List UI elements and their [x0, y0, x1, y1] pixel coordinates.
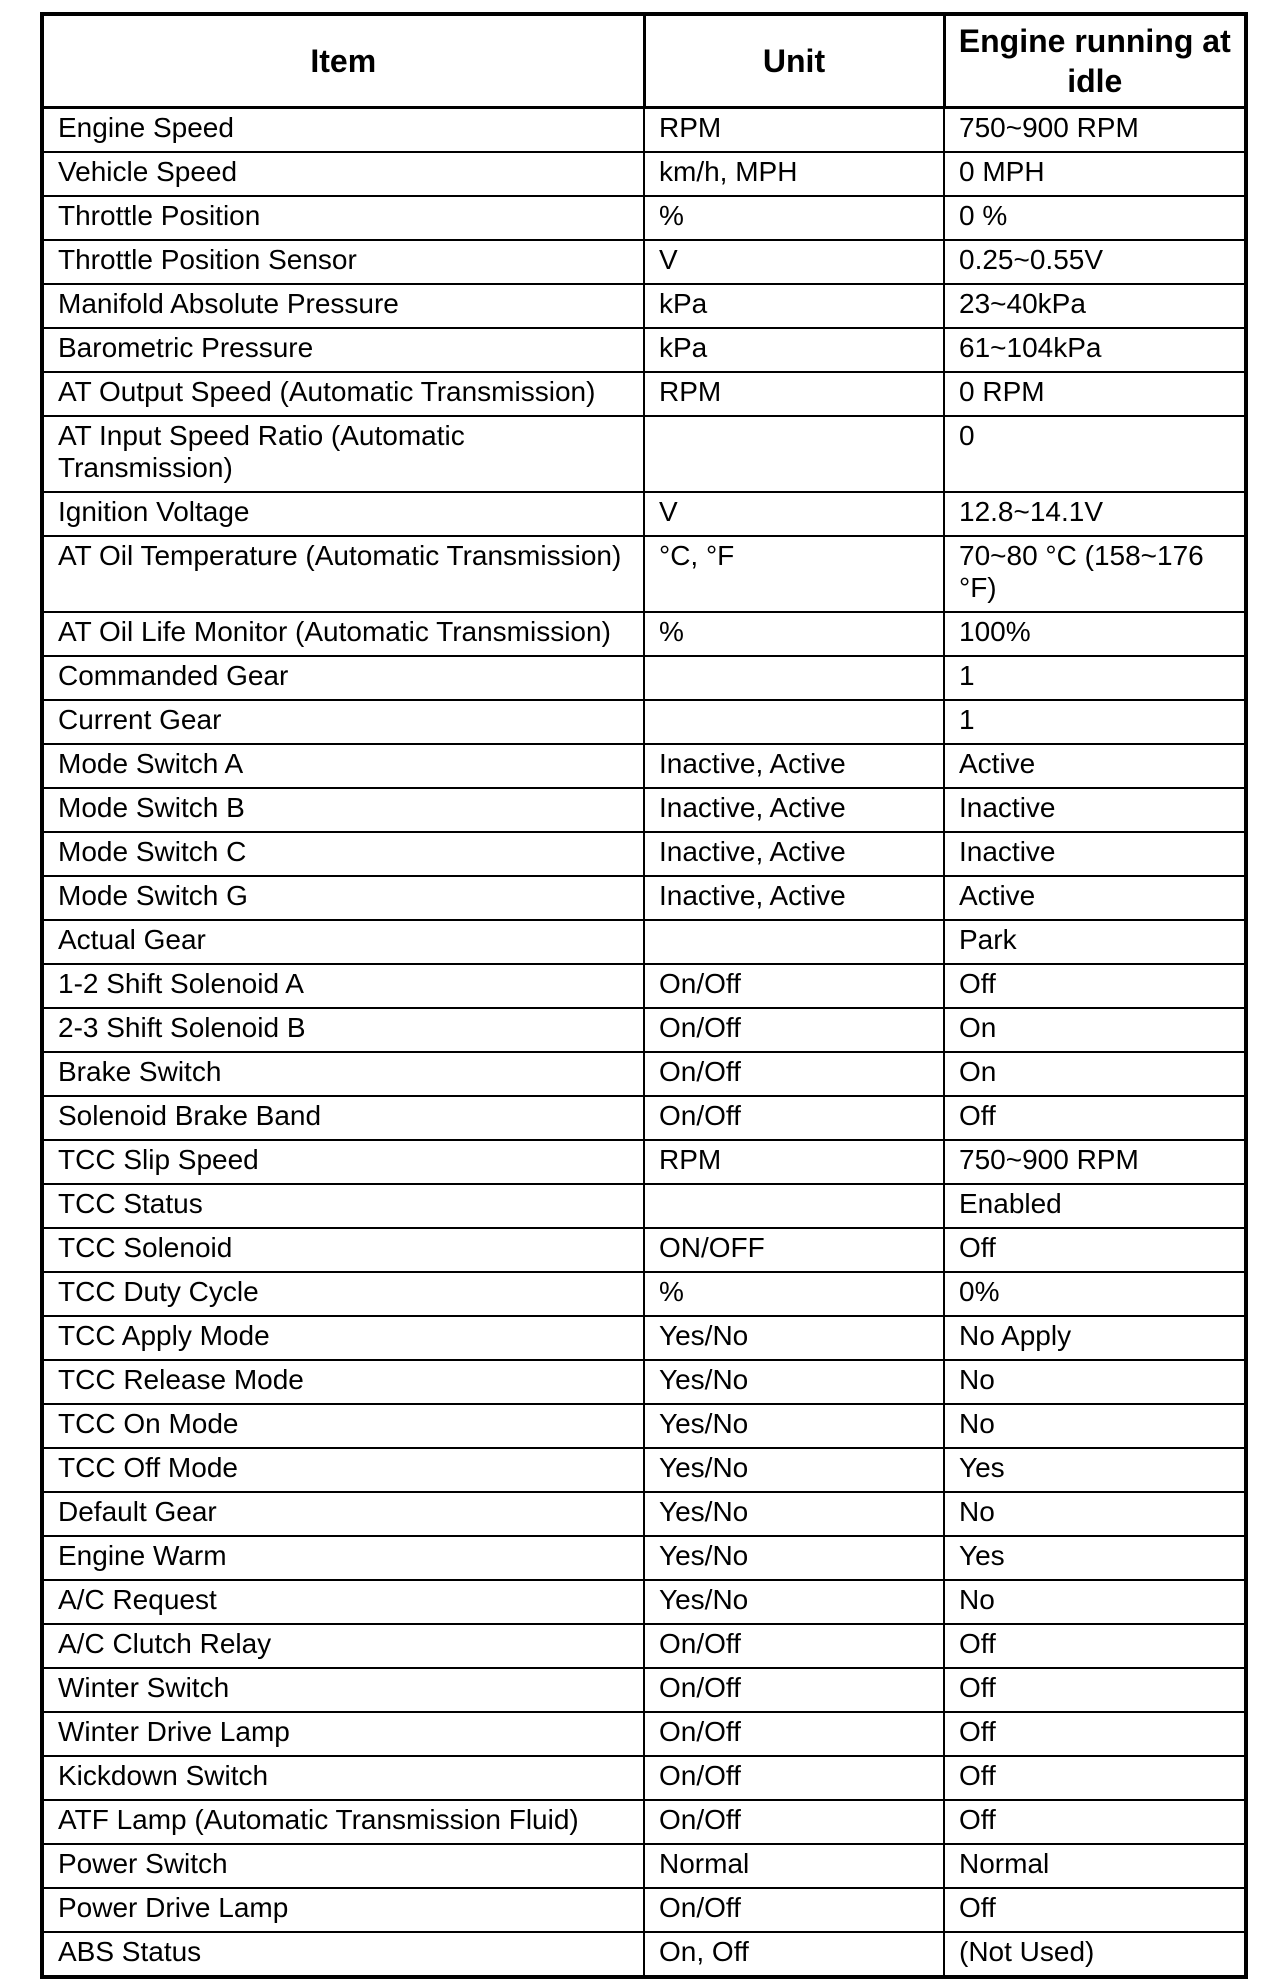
table-row [42, 284, 1246, 328]
cell-item: Actual Gear [42, 920, 644, 964]
table-row [42, 1360, 1246, 1404]
cell-item: ABS Status [42, 1932, 644, 1977]
cell-idle-value: 0 RPM [944, 372, 1246, 416]
cell-item: Engine Warm [42, 1536, 644, 1580]
cell-idle-value: Off [944, 1800, 1246, 1844]
cell-item: TCC Off Mode [42, 1448, 644, 1492]
table-row [42, 416, 1246, 492]
table-row [42, 1800, 1246, 1844]
header-unit: Unit [644, 14, 944, 108]
table-row [42, 876, 1246, 920]
cell-unit [644, 656, 944, 700]
cell-item: ATF Lamp (Automatic Transmission Fluid) [42, 1800, 644, 1844]
cell-unit: % [644, 1272, 944, 1316]
cell-unit: Inactive, Active [644, 832, 944, 876]
cell-unit: RPM [644, 108, 944, 153]
cell-unit: Yes/No [644, 1404, 944, 1448]
cell-idle-value: Yes [944, 1448, 1246, 1492]
cell-unit: On/Off [644, 1008, 944, 1052]
cell-item: Manifold Absolute Pressure [42, 284, 644, 328]
table-row [42, 328, 1246, 372]
cell-idle-value: No [944, 1492, 1246, 1536]
cell-unit: Yes/No [644, 1580, 944, 1624]
cell-unit: % [644, 196, 944, 240]
cell-idle-value: 61~104kPa [944, 328, 1246, 372]
cell-item: Throttle Position Sensor [42, 240, 644, 284]
table-row [42, 612, 1246, 656]
cell-idle-value: Off [944, 1888, 1246, 1932]
cell-idle-value: 750~900 RPM [944, 1140, 1246, 1184]
cell-item: A/C Clutch Relay [42, 1624, 644, 1668]
cell-unit: Yes/No [644, 1448, 944, 1492]
cell-item: Vehicle Speed [42, 152, 644, 196]
cell-item: Brake Switch [42, 1052, 644, 1096]
cell-item: AT Output Speed (Automatic Transmission) [42, 372, 644, 416]
cell-unit: On, Off [644, 1932, 944, 1977]
cell-idle-value: Active [944, 876, 1246, 920]
cell-unit: km/h, MPH [644, 152, 944, 196]
cell-item: TCC Duty Cycle [42, 1272, 644, 1316]
cell-idle-value: No [944, 1360, 1246, 1404]
cell-unit: Normal [644, 1844, 944, 1888]
cell-item: Power Switch [42, 1844, 644, 1888]
cell-unit: ON/OFF [644, 1228, 944, 1272]
cell-item: Throttle Position [42, 196, 644, 240]
header-item: Item [42, 14, 644, 108]
cell-unit: On/Off [644, 1888, 944, 1932]
table-row [42, 1096, 1246, 1140]
table-row [42, 1140, 1246, 1184]
cell-item: Mode Switch A [42, 744, 644, 788]
table-row [42, 196, 1246, 240]
cell-unit: On/Off [644, 1712, 944, 1756]
cell-unit: Inactive, Active [644, 788, 944, 832]
cell-unit: V [644, 240, 944, 284]
table-row [42, 1536, 1246, 1580]
cell-item: TCC Release Mode [42, 1360, 644, 1404]
cell-item: Barometric Pressure [42, 328, 644, 372]
cell-item: A/C Request [42, 1580, 644, 1624]
table-row [42, 964, 1246, 1008]
cell-unit: Yes/No [644, 1360, 944, 1404]
table-row [42, 372, 1246, 416]
cell-item: Kickdown Switch [42, 1756, 644, 1800]
cell-item: TCC Apply Mode [42, 1316, 644, 1360]
cell-unit: °C, °F [644, 536, 944, 612]
cell-idle-value: Active [944, 744, 1246, 788]
cell-idle-value: 750~900 RPM [944, 108, 1246, 153]
cell-item: Commanded Gear [42, 656, 644, 700]
cell-item: Mode Switch G [42, 876, 644, 920]
cell-unit [644, 1184, 944, 1228]
header-row [42, 14, 1246, 108]
cell-unit: Yes/No [644, 1536, 944, 1580]
table-row [42, 152, 1246, 196]
table-row [42, 1624, 1246, 1668]
cell-item: Mode Switch C [42, 832, 644, 876]
table-row [42, 1888, 1246, 1932]
table-row [42, 1316, 1246, 1360]
cell-unit: kPa [644, 284, 944, 328]
table-row [42, 108, 1246, 153]
cell-idle-value: Normal [944, 1844, 1246, 1888]
cell-idle-value: Inactive [944, 832, 1246, 876]
cell-item: AT Input Speed Ratio (Automatic Transmission) [42, 416, 644, 492]
cell-item: Power Drive Lamp [42, 1888, 644, 1932]
cell-idle-value: Off [944, 964, 1246, 1008]
cell-idle-value: Off [944, 1712, 1246, 1756]
cell-idle-value: No [944, 1580, 1246, 1624]
table-row [42, 1008, 1246, 1052]
cell-unit: On/Off [644, 1800, 944, 1844]
table-row [42, 1272, 1246, 1316]
cell-idle-value: 1 [944, 656, 1246, 700]
cell-item: 2-3 Shift Solenoid B [42, 1008, 644, 1052]
cell-unit: On/Off [644, 1668, 944, 1712]
cell-unit: Yes/No [644, 1492, 944, 1536]
cell-idle-value: Off [944, 1668, 1246, 1712]
cell-idle-value: Inactive [944, 788, 1246, 832]
cell-idle-value: 0 MPH [944, 152, 1246, 196]
cell-item: Current Gear [42, 700, 644, 744]
cell-idle-value: Off [944, 1096, 1246, 1140]
cell-item: Winter Switch [42, 1668, 644, 1712]
cell-item: AT Oil Temperature (Automatic Transmission) [42, 536, 644, 612]
cell-idle-value: No [944, 1404, 1246, 1448]
cell-idle-value: Park [944, 920, 1246, 964]
cell-idle-value: Yes [944, 1536, 1246, 1580]
cell-item: Ignition Voltage [42, 492, 644, 536]
table-row [42, 1184, 1246, 1228]
cell-idle-value: 0% [944, 1272, 1246, 1316]
cell-item: TCC Slip Speed [42, 1140, 644, 1184]
cell-unit [644, 700, 944, 744]
cell-unit: On/Off [644, 1096, 944, 1140]
cell-unit [644, 920, 944, 964]
cell-idle-value: Off [944, 1624, 1246, 1668]
cell-unit: RPM [644, 372, 944, 416]
cell-item: Mode Switch B [42, 788, 644, 832]
table-row [42, 1228, 1246, 1272]
cell-idle-value: 0.25~0.55V [944, 240, 1246, 284]
table-row [42, 536, 1246, 612]
cell-unit: RPM [644, 1140, 944, 1184]
cell-idle-value: 70~80 °C (158~176 °F) [944, 536, 1246, 612]
table-row [42, 240, 1246, 284]
cell-idle-value: 100% [944, 612, 1246, 656]
cell-idle-value: 12.8~14.1V [944, 492, 1246, 536]
cell-item: AT Oil Life Monitor (Automatic Transmission) [42, 612, 644, 656]
cell-unit: On/Off [644, 1052, 944, 1096]
cell-unit: kPa [644, 328, 944, 372]
cell-idle-value: No Apply [944, 1316, 1246, 1360]
scan-data-table [40, 12, 1248, 1979]
header-engine-idle: Engine running at idle [944, 14, 1246, 108]
cell-idle-value: (Not Used) [944, 1932, 1246, 1977]
table-row [42, 1404, 1246, 1448]
table-row [42, 1492, 1246, 1536]
table-row [42, 492, 1246, 536]
cell-item: Engine Speed [42, 108, 644, 153]
table-row [42, 1580, 1246, 1624]
table-row [42, 744, 1246, 788]
cell-unit: Inactive, Active [644, 744, 944, 788]
cell-unit: Yes/No [644, 1316, 944, 1360]
cell-unit: % [644, 612, 944, 656]
cell-idle-value: 0 % [944, 196, 1246, 240]
cell-item: Solenoid Brake Band [42, 1096, 644, 1140]
cell-unit [644, 416, 944, 492]
table-row [42, 1932, 1246, 1977]
cell-idle-value: On [944, 1008, 1246, 1052]
table-row [42, 1052, 1246, 1096]
cell-item: TCC On Mode [42, 1404, 644, 1448]
cell-item: Winter Drive Lamp [42, 1712, 644, 1756]
cell-unit: V [644, 492, 944, 536]
table-row [42, 832, 1246, 876]
cell-item: Default Gear [42, 1492, 644, 1536]
cell-unit: On/Off [644, 1756, 944, 1800]
cell-idle-value: On [944, 1052, 1246, 1096]
table-row [42, 700, 1246, 744]
cell-unit: On/Off [644, 1624, 944, 1668]
cell-unit: On/Off [644, 964, 944, 1008]
table-row [42, 1448, 1246, 1492]
cell-item: 1-2 Shift Solenoid A [42, 964, 644, 1008]
table-row [42, 656, 1246, 700]
table-row [42, 1668, 1246, 1712]
table-row [42, 1712, 1246, 1756]
cell-idle-value: Off [944, 1228, 1246, 1272]
cell-idle-value: 23~40kPa [944, 284, 1246, 328]
table-row [42, 1756, 1246, 1800]
cell-idle-value: Enabled [944, 1184, 1246, 1228]
table-row [42, 920, 1246, 964]
cell-idle-value: 0 [944, 416, 1246, 492]
cell-item: TCC Solenoid [42, 1228, 644, 1272]
cell-unit: Inactive, Active [644, 876, 944, 920]
cell-idle-value: 1 [944, 700, 1246, 744]
cell-idle-value: Off [944, 1756, 1246, 1800]
table-row [42, 1844, 1246, 1888]
table-row [42, 788, 1246, 832]
cell-item: TCC Status [42, 1184, 644, 1228]
